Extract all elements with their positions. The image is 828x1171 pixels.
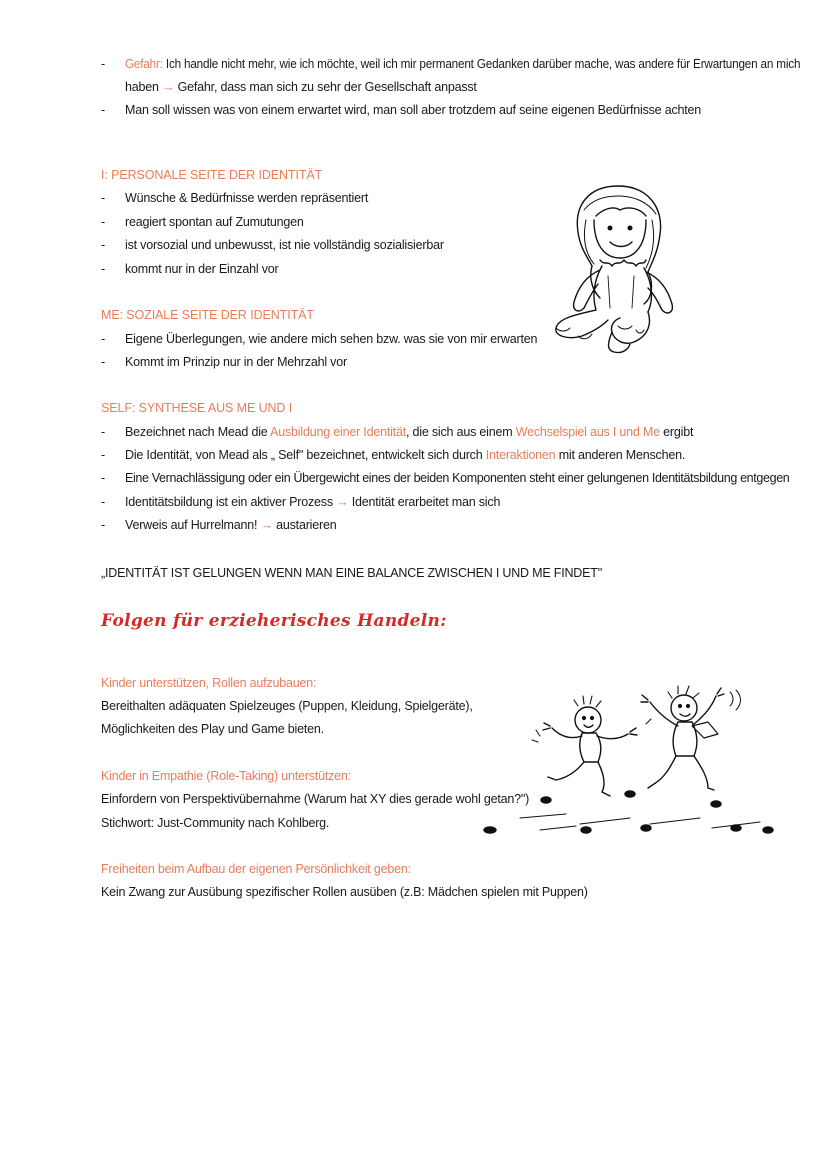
- bullet-dash: -: [101, 238, 106, 252]
- section-self-heading: SELF: SYNTHESE AUS ME UND I: [101, 401, 293, 415]
- section-i-heading: I: PERSONALE SEITE DER IDENTITÄT: [101, 168, 323, 182]
- list-item: Wünsche & Bedürfnisse werden repräsentiert: [125, 191, 369, 205]
- bullet-dash: -: [101, 518, 106, 532]
- bullet-dash: -: [101, 471, 106, 485]
- text-segment: Bezeichnet nach Mead die: [125, 425, 271, 439]
- list-item: reagiert spontan auf Zumutungen: [125, 215, 304, 229]
- consequences-title: Folgen für erzieherisches Handeln:: [101, 611, 447, 631]
- list-item: kommt nur in der Einzahl vor: [125, 262, 279, 276]
- doll-illustration: [548, 180, 688, 355]
- intro-item-danger-continued: [125, 79, 477, 95]
- bullet-dash: -: [101, 103, 106, 117]
- block-line: Einfordern von Perspektivübernahme (Warum hat XY dies gerade wohl getan?"): [101, 792, 530, 806]
- highlight-interplay: Wechselspiel aus I und Me: [515, 425, 660, 439]
- block-heading-empathy: Kinder in Empathie (Role-Taking) unterstützen:: [101, 769, 351, 783]
- highlight-identity-formation: Ausbildung einer Identität: [270, 425, 406, 439]
- list-item: ist vorsozial und unbewusst, ist nie vollständig sozialisierbar: [125, 238, 444, 252]
- text-segment: ergibt: [659, 425, 694, 439]
- text-segment: Identitätsbildung ist ein aktiver Prozess: [125, 495, 337, 509]
- danger-consequence: Gefahr, dass man sich zu sehr der Gesellschaft anpasst: [174, 80, 477, 94]
- text-segment: Die Identität, von Mead als „ Self" bezeichnet, entwickelt sich durch: [125, 448, 486, 462]
- list-item: Kommt im Prinzip nur in der Mehrzahl vor: [125, 355, 347, 369]
- bullet-dash: -: [101, 332, 106, 346]
- list-item: [125, 447, 685, 463]
- intro-item-danger: [125, 56, 800, 72]
- block-line: Stichwort: Just-Community nach Kohlberg.: [101, 816, 330, 830]
- bullet-dash: -: [101, 495, 106, 509]
- list-item: Eigene Überlegungen, wie andere mich sehen bzw. was sie von mir erwarten: [125, 332, 538, 346]
- jumping-children-illustration: [480, 684, 775, 842]
- danger-label: Gefahr:: [125, 57, 163, 71]
- highlight-interactions: Interaktionen: [485, 448, 556, 462]
- danger-text: Ich handle nicht mehr, wie ich möchte, weil ich mir permanent Gedanken darüber mache, was andere für Erwartungen an mich: [162, 57, 801, 71]
- intro-item-expectations: Man soll wissen was von einem erwartet wird, man soll aber trotzdem auf seine eigenen Bedürfnisse achten: [125, 103, 702, 117]
- text-segment: austarieren: [272, 518, 337, 532]
- block-heading-freedom: Freiheiten beim Aufbau der eigenen Persönlichkeit geben:: [101, 862, 411, 876]
- block-line: Möglichkeiten des Play und Game bieten.: [101, 722, 324, 736]
- text-segment: Identität erarbeitet man sich: [348, 495, 501, 509]
- bullet-dash: -: [101, 448, 106, 462]
- list-item: Eine Vernachlässigung oder ein Übergewicht eines der beiden Komponenten steht einer gelungenen Identitätsbildung entgegen: [125, 471, 790, 485]
- text-segment: , die sich aus einem: [405, 425, 516, 439]
- bullet-dash: -: [101, 355, 106, 369]
- bullet-dash: -: [101, 425, 106, 439]
- section-me-heading: ME: SOZIALE SEITE DER IDENTITÄT: [101, 308, 314, 322]
- block-line: Kein Zwang zur Ausübung spezifischer Rollen ausüben (z.B: Mädchen spielen mit Puppen): [101, 885, 588, 899]
- list-item: [125, 517, 336, 533]
- bullet-dash: -: [101, 262, 106, 276]
- block-heading-roles: Kinder unterstützen, Rollen aufzubauen:: [101, 676, 317, 690]
- bullet-dash: -: [101, 191, 106, 205]
- identity-quote: „IDENTITÄT IST GELUNGEN WENN MAN EINE BALANCE ZWISCHEN I UND ME FINDET": [101, 566, 602, 580]
- arrow-right-icon: →: [336, 495, 349, 509]
- text-segment: mit anderen Menschen.: [555, 448, 686, 462]
- bullet-dash: -: [101, 215, 106, 229]
- list-item: [125, 494, 500, 510]
- text-segment: Verweis auf Hurrelmann!: [125, 518, 261, 532]
- bullet-dash: -: [101, 57, 106, 71]
- arrow-right-icon: →: [260, 518, 273, 532]
- block-line: Bereithalten adäquaten Spielzeuges (Puppen, Kleidung, Spielgeräte),: [101, 699, 473, 713]
- arrow-right-icon: →: [162, 80, 175, 94]
- list-item: [125, 424, 693, 440]
- danger-text-cont: haben: [125, 80, 163, 94]
